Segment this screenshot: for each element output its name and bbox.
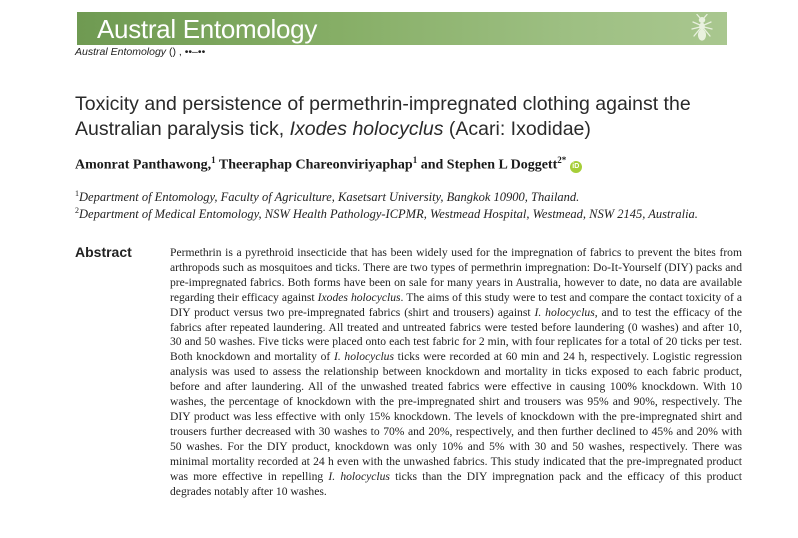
abstract-heading: Abstract xyxy=(75,244,132,260)
abstract-text: Permethrin is a pyrethroid insecticide that has been widely used for the impregnation of fabrics to prevent the bites from arthropods such as mosquitoes and ticks. There are two types of permethrin impregnation: Do-It-Yourself (DIY) packs and pre-impregnated fabrics. Both forms have been on sale for many years in Australia, however to date, no data are available regarding their efficacy against xyxy=(170,246,742,304)
abstract-body xyxy=(170,246,742,499)
author-affiliation-mark: 1 xyxy=(211,155,216,165)
author-affiliation-mark: 1 xyxy=(412,155,418,165)
affiliation-number: 1 xyxy=(75,189,79,198)
title-suffix: (Acari: Ixodidae) xyxy=(443,118,591,140)
abstract-species: I. holocyclus xyxy=(333,350,394,364)
journal-banner xyxy=(77,12,727,45)
journal-title: Austral Entomology xyxy=(97,14,318,44)
citation-journal: Austral Entomology xyxy=(75,46,167,58)
abstract-species: Ixodes holocyclus xyxy=(317,290,401,304)
orcid-icon[interactable]: iD xyxy=(570,161,582,173)
author-list xyxy=(75,155,755,174)
author-affiliation-mark: 2* xyxy=(557,155,567,165)
affiliation-text: Department of Entomology, Faculty of Agriculture, Kasetsart University, Bangkok 10900, Thailand. xyxy=(79,190,580,205)
author-name[interactable]: Amonrat Panthawong, xyxy=(75,157,212,173)
affiliation-number: 2 xyxy=(75,206,79,215)
title-species: Ixodes holocyclus xyxy=(289,118,444,140)
abstract-text: . The aims of this study were to test and compare the contact toxicity of a DIY product versus two pre-impregnated fabrics (shirt and trousers) against xyxy=(170,290,742,319)
abstract-text: , and to test the efficacy of the fabrics after repeated laundering. All treated and untreated fabrics were tested before laundering (0 washes) and after 10, 30 and 50 washes. Five ticks were placed onto each test fabric for 2 min, with four replicates for a total of 20 ticks per test. Both knockdown and mortality of xyxy=(170,305,742,364)
abstract-species: I. holocyclus xyxy=(534,305,595,319)
ant-icon xyxy=(687,14,717,43)
citation-details: () , ••–•• xyxy=(166,46,206,58)
title-text: Toxicity and persistence of permethrin-impregnated clothing against the Australian paralysis tick, xyxy=(75,93,691,140)
author-name[interactable]: Theeraphap Chareonviriyaphap xyxy=(215,157,413,173)
author-name[interactable]: and Stephen L Doggett xyxy=(417,157,558,173)
article-title xyxy=(75,92,755,142)
affiliation xyxy=(75,189,775,205)
abstract-text: ticks were recorded at 60 min and 24 h, respectively. Logistic regression analysis was used to assess the relationship between knockdown and mortality in ticks exposed to each fabric product, before and after laundering. All of the unwashed treated fabrics were effective in causing 100% knockdown. With 10 washes, the percentage of knockdown with the pre-impregnated shirt and trousers was 95% and 90%, respectively. The DIY product was less effective with only 15% knockdown. The levels of knockdown with the pre-impregnated shirt and trousers further decreased with 30 washes to 70% and 20%, respectively, and then further declined to 45% and 20% with 50 washes. For the DIY product, knockdown was only 10% and 5% with 30 and 50 washes, respectively. There was minimal mortality recorded at 24 h even with the unwashed fabrics. This study indicated that the pre-impregnated product was more effective in repelling xyxy=(170,350,742,483)
article-citation xyxy=(75,46,205,58)
affiliation-text: Department of Medical Entomology, NSW Health Pathology-ICPMR, Westmead Hospital, Westmead, NSW 2145, Australia. xyxy=(79,207,698,222)
abstract-species: I. holocyclus xyxy=(328,469,390,483)
abstract-text: ticks than the DIY impregnation pack and the efficacy of this product degrades notably after 10 washes. xyxy=(170,469,743,498)
affiliation xyxy=(75,206,775,222)
